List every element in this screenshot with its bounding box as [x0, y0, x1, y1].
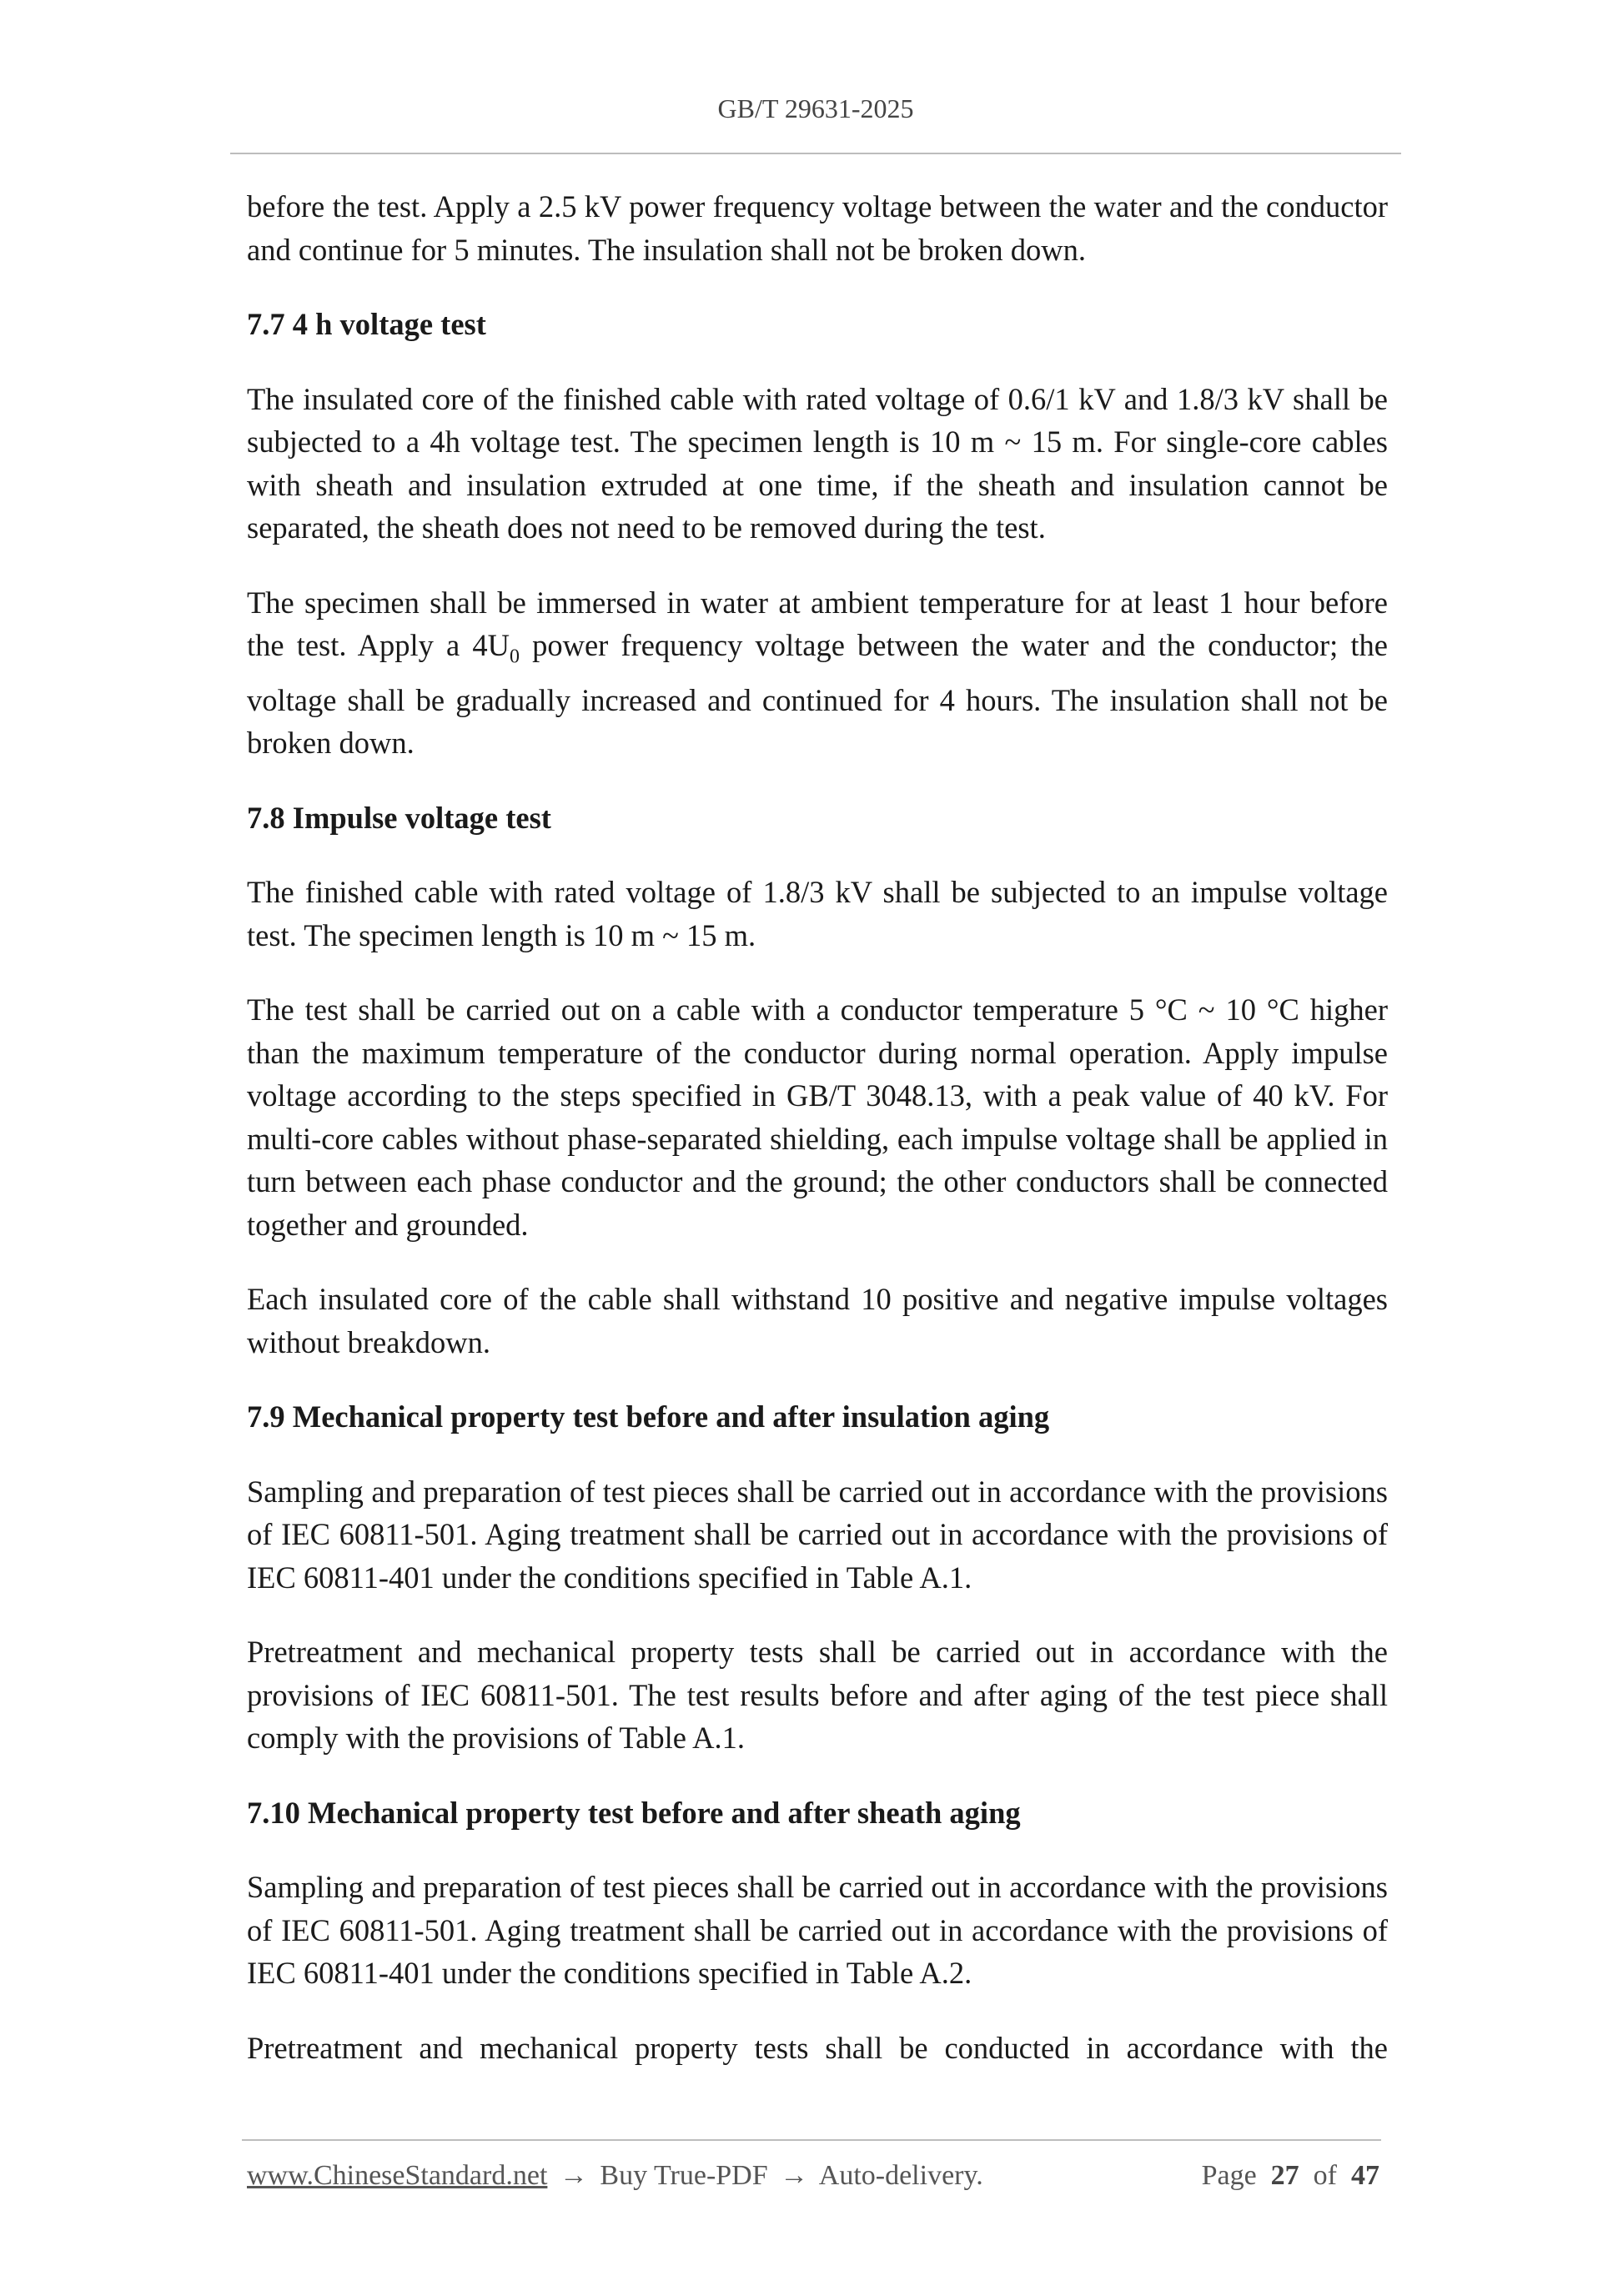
total-pages: 47 [1351, 2160, 1379, 2191]
page-footer [247, 2160, 1379, 2192]
arrow-right-icon: → [559, 2160, 588, 2191]
page-number: Page 27 of 47 [1201, 2160, 1379, 2191]
paragraph: Pretreatment and mechanical property tests shall be conducted in accordance with the [247, 2030, 1388, 2065]
paragraph: Sampling and preparation of test pieces shall be carried out in accordance with the provisions of IEC 60811-501. Aging treatment shall be carried out in accordance with the provisions of IEC 60811-401 under the conditions specified in Table A.1. [247, 1474, 1388, 1595]
document-header: GB/T 29631-2025 [717, 93, 914, 123]
paragraph-text: The specimen shall be immersed in water at ambient temperature for at least 1 hour before the test. Apply a 4U [247, 585, 1388, 662]
buy-text: Buy True-PDF [600, 2160, 768, 2191]
paragraph: The insulated core of the finished cable with rated voltage of 0.6/1 kV and 1.8/3 kV shall be subjected to a 4h voltage test. The specimen length is 10 m ~ 15 m. For single-core cables with sheath and insulation extruded at one time, if the sheath and insulation cannot be separated, the sheath does not need to be removed during the test. [247, 381, 1388, 545]
paragraph: Sampling and preparation of test pieces shall be carried out in accordance with the provisions of IEC 60811-501. Aging treatment shall be carried out in accordance with the provisions of IEC 60811-401 under the conditions specified in Table A.2. [247, 1870, 1388, 1991]
delivery-text: Auto-delivery. [818, 2160, 983, 2191]
website-link[interactable]: www.ChineseStandard.net [247, 2160, 548, 2191]
section-heading-7-9: 7.9 Mechanical property test before and after insulation aging [247, 1399, 1050, 1434]
arrow-right-icon: → [780, 2160, 809, 2191]
current-page: 27 [1270, 2160, 1299, 2191]
paragraph-text: power frequency voltage between the water and the conductor; the voltage shall be gradually increased and continued for 4 hours. The insulation shall not be broken down. [247, 628, 1388, 761]
paragraph: The test shall be carried out on a cable with a conductor temperature 5 °C ~ 10 °C higher than the maximum temperature of the conductor during normal operation. Apply impulse voltage according to the steps specified in GB/T 3048.13, with a peak value of 40 kV. For multi-core cables without phase-separated shielding, each impulse voltage shall be applied in turn between each phase conductor and the ground; the other conductors shall be connected together and grounded. [247, 992, 1388, 1242]
footer-divider [242, 2139, 1381, 2141]
subscript: 0 [509, 646, 520, 668]
header-divider [230, 153, 1401, 154]
paragraph: Pretreatment and mechanical property tests shall be carried out in accordance with the provisions of IEC 60811-501. The test results before and after aging of the test piece shall comply with the provisions of Table A.1. [247, 1635, 1388, 1756]
paragraph: The finished cable with rated voltage of 1.8/3 kV shall be subjected to an impulse voltage test. The specimen length is 10 m ~ 15 m. [247, 875, 1388, 952]
footer-left [247, 2160, 983, 2192]
section-heading-7-7: 7.7 4 h voltage test [247, 307, 486, 341]
section-heading-7-8: 7.8 Impulse voltage test [247, 800, 551, 835]
paragraph: Each insulated core of the cable shall withstand 10 positive and negative impulse voltages without breakdown. [247, 1282, 1388, 1359]
paragraph [247, 581, 1388, 765]
document-body [247, 185, 1388, 2101]
paragraph: before the test. Apply a 2.5 kV power frequency voltage between the water and the conductor and continue for 5 minutes. The insulation shall not be broken down. [247, 189, 1388, 267]
section-heading-7-10: 7.10 Mechanical property test before and after sheath aging [247, 1795, 1021, 1830]
